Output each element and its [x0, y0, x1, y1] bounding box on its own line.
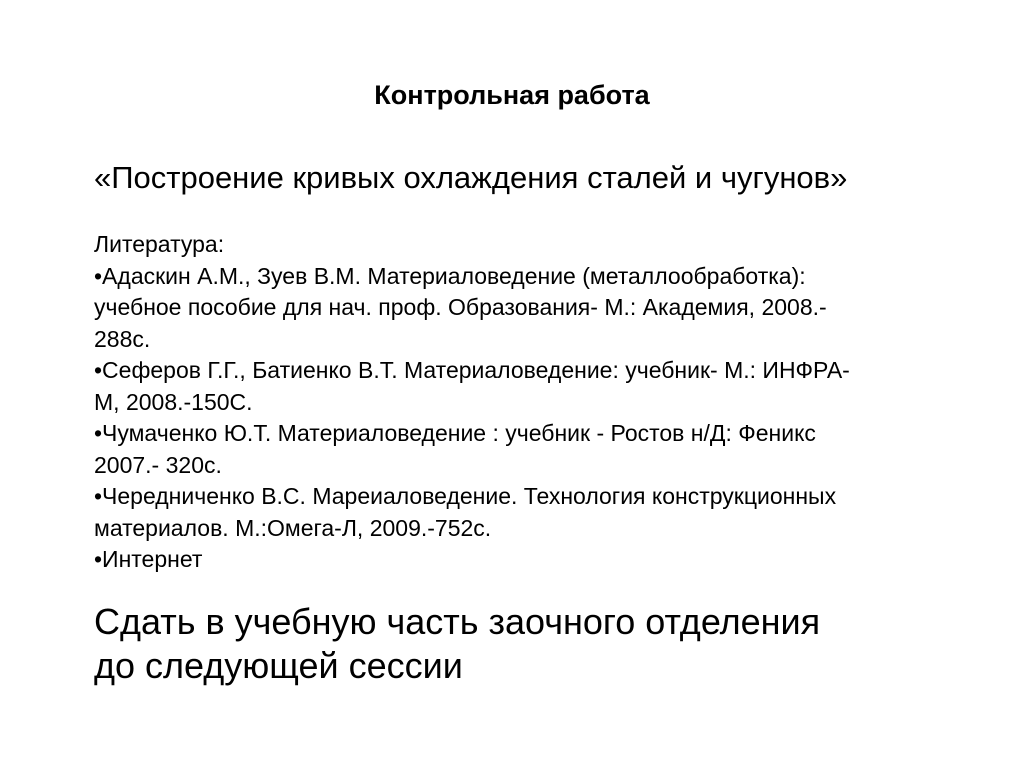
submission-note-line: Сдать в учебную часть заочного отделения: [94, 601, 821, 642]
literature-item-line: •Чередниченко В.С. Мареиаловедение. Технология конструкционных: [94, 483, 837, 509]
literature-item-chumachenko: [94, 418, 954, 481]
literature-item-line: •Чумаченко Ю.Т. Материаловедение : учебник - Ростов н/Д: Феникс: [94, 420, 816, 446]
submission-note-line: до следующей сессии: [94, 645, 463, 686]
slide-title: Контрольная работа: [374, 80, 650, 110]
literature-item-seferov: [94, 355, 954, 418]
slide-subtitle: «Построение кривых охлаждения сталей и чугунов»: [94, 160, 848, 195]
literature-item-line: •Адаскин А.М., Зуев В.М. Материаловедение (металлообработка):: [94, 262, 806, 289]
literature-item-line: 288с.: [94, 325, 151, 352]
literature-item-line: материалов. М.:Омега-Л, 2009.-752с.: [94, 514, 492, 541]
literature-item-adaskin: [94, 261, 954, 356]
literature-item-internet: [94, 544, 954, 576]
literature-section: [94, 229, 954, 576]
literature-list: [94, 261, 954, 576]
literature-heading: Литература:: [94, 231, 225, 257]
literature-item-line: учебное пособие для нач. проф. Образования- М.: Академия, 2008.-: [94, 294, 827, 320]
literature-item-line: 2007.- 320с.: [94, 451, 222, 478]
literature-item-line: М, 2008.-150С.: [94, 388, 253, 415]
submission-note: [94, 600, 820, 688]
literature-item-line: •Сеферов Г.Г., Батиенко В.Т. Материаловедение: учебник- М.: ИНФРА-: [94, 357, 850, 383]
literature-item-cherednichenko: [94, 481, 954, 544]
literature-item-line: •Интернет: [94, 546, 203, 572]
